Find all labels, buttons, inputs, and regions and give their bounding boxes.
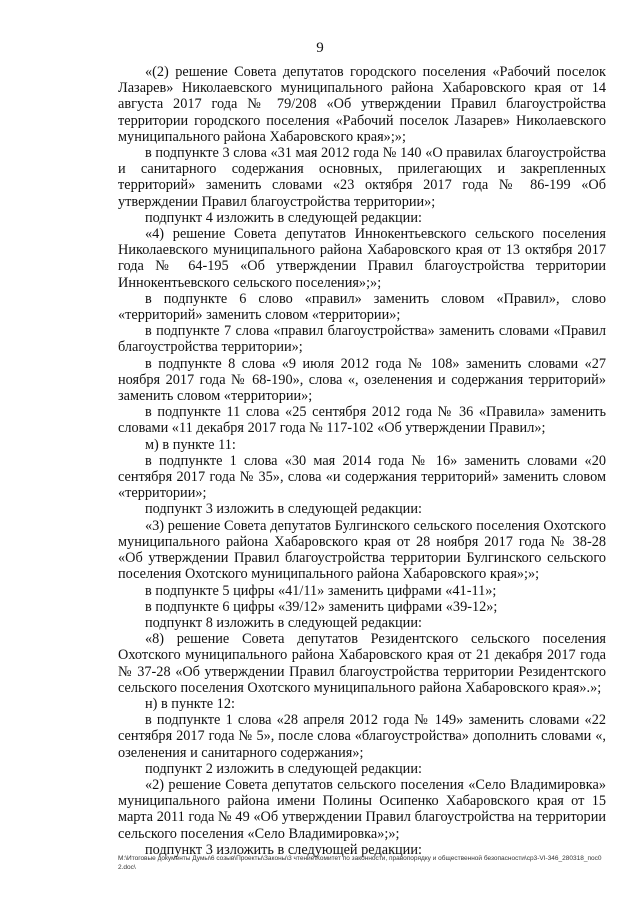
paragraph: в подпункте 1 слова «28 апреля 2012 года № 149» заменить словами «22 сентября 2017 года № 5», после слова «благоустройства» дополнить словами «, озеленения и санитарного содержания»; [118, 712, 606, 761]
paragraph: в подпункте 6 цифры «39/12» заменить цифрами «39-12»; [145, 598, 498, 615]
paragraph: «(2) решение Совета депутатов городского поселения «Рабочий поселок Лазарев» Николаевского муниципального района Хабаровского края от 14 августа 2017 года № 79/208 «Об утверждении Правил благоустройства территории городского поселения «Рабочий поселок Лазарев» Николаевского муниципального района Хабаровского края»;»; [118, 64, 606, 145]
paragraph: в подпункте 11 слова «25 сентября 2012 года № 36 «Правила» заменить словами «11 декабря 2017 года № 117-102 «Об утверждении Правил»; [118, 404, 606, 437]
paragraph: «3) решение Совета депутатов Булгинского сельского поселения Охотского муниципального района Хабаровского края от 28 ноября 2017 года № 38-28 «Об утверждении Правил благоустройства территории Булгинского сельского поселения Охотского муниципального района Хабаровского края»;»; [118, 517, 606, 583]
paragraph: в подпункте 3 слова «31 мая 2012 года № 140 «О правилах благоустройства и санитарного содержания основных, прилегающих и закрепленных территорий» заменить словами «23 октября 2017 года № 86-199 «Об утверждении Правил благоустройства территории»; [118, 145, 606, 210]
paragraph: подпункт 8 изложить в следующей редакции: [145, 614, 422, 631]
paragraph: м) в пункте 11: [145, 436, 236, 453]
paragraph: подпункт 3 изложить в следующей редакции: [145, 841, 422, 858]
paragraph: в подпункте 1 слова «30 мая 2014 года № 16» заменить словами «20 сентября 2017 года № 35», слова «и содержания территорий» заменить словом «территории»; [118, 452, 606, 502]
paragraph: «8) решение Совета депутатов Резидентского сельского поселения Охотского муниципального района Хабаровского края от 21 декабря 2017 года № 37-28 «Об утверждении Правил благоустройства территории Резидентского сельского поселения Охотского муниципального района Хабаровского края».»; [118, 631, 606, 696]
paragraph: в подпункте 6 слово «правил» заменить словом «Правил», слово «территорий» заменить словом «территории»; [118, 290, 606, 324]
page-number: 9 [316, 40, 324, 56]
paragraph: «2) решение Совета депутатов сельского поселения «Село Владимировка» муниципального района имени Полины Осипенко Хабаровского края от 15 марта 2011 года № 49 «Об утверждении Правил благоустройства на территории сельского поселения «Село Владимировка»;»; [118, 776, 606, 842]
paragraph: подпункт 3 изложить в следующей редакции: [145, 501, 422, 518]
paragraph: в подпункте 8 слова «9 июля 2012 года № 108» заменить словами «27 ноября 2017 года № 68-190», слова «, озеленения и содержания территорий» заменить словом «территории»; [118, 355, 606, 405]
document-body [118, 64, 606, 858]
paragraph: в подпункте 5 цифры «41/11» заменить цифрами «41-11»; [145, 582, 497, 599]
paragraph: подпункт 4 изложить в следующей редакции: [145, 209, 422, 226]
paragraph: в подпункте 7 слова «правил благоустройства» заменить словами «Правил благоустройства территории»; [118, 323, 606, 356]
paragraph: подпункт 2 изложить в следующей редакции: [145, 760, 422, 777]
paragraph: «4) решение Совета депутатов Иннокентьевского сельского поселения Николаевского муниципального района Хабаровского края от 13 октября 2017 года № 64-195 «Об утверждении Правил благоустройства территории Иннокентьевского сельского поселения»;»; [118, 226, 606, 291]
footer-file-path: M:\Итоговые документы Думы\6 созыв\Проекты\Законы\3 чтение\Комитет по законности, правопорядку и общественной безопасности\ср3-VI-346_280318_пос02.doc\ [118, 855, 602, 871]
paragraph: н) в пункте 12: [145, 695, 235, 712]
